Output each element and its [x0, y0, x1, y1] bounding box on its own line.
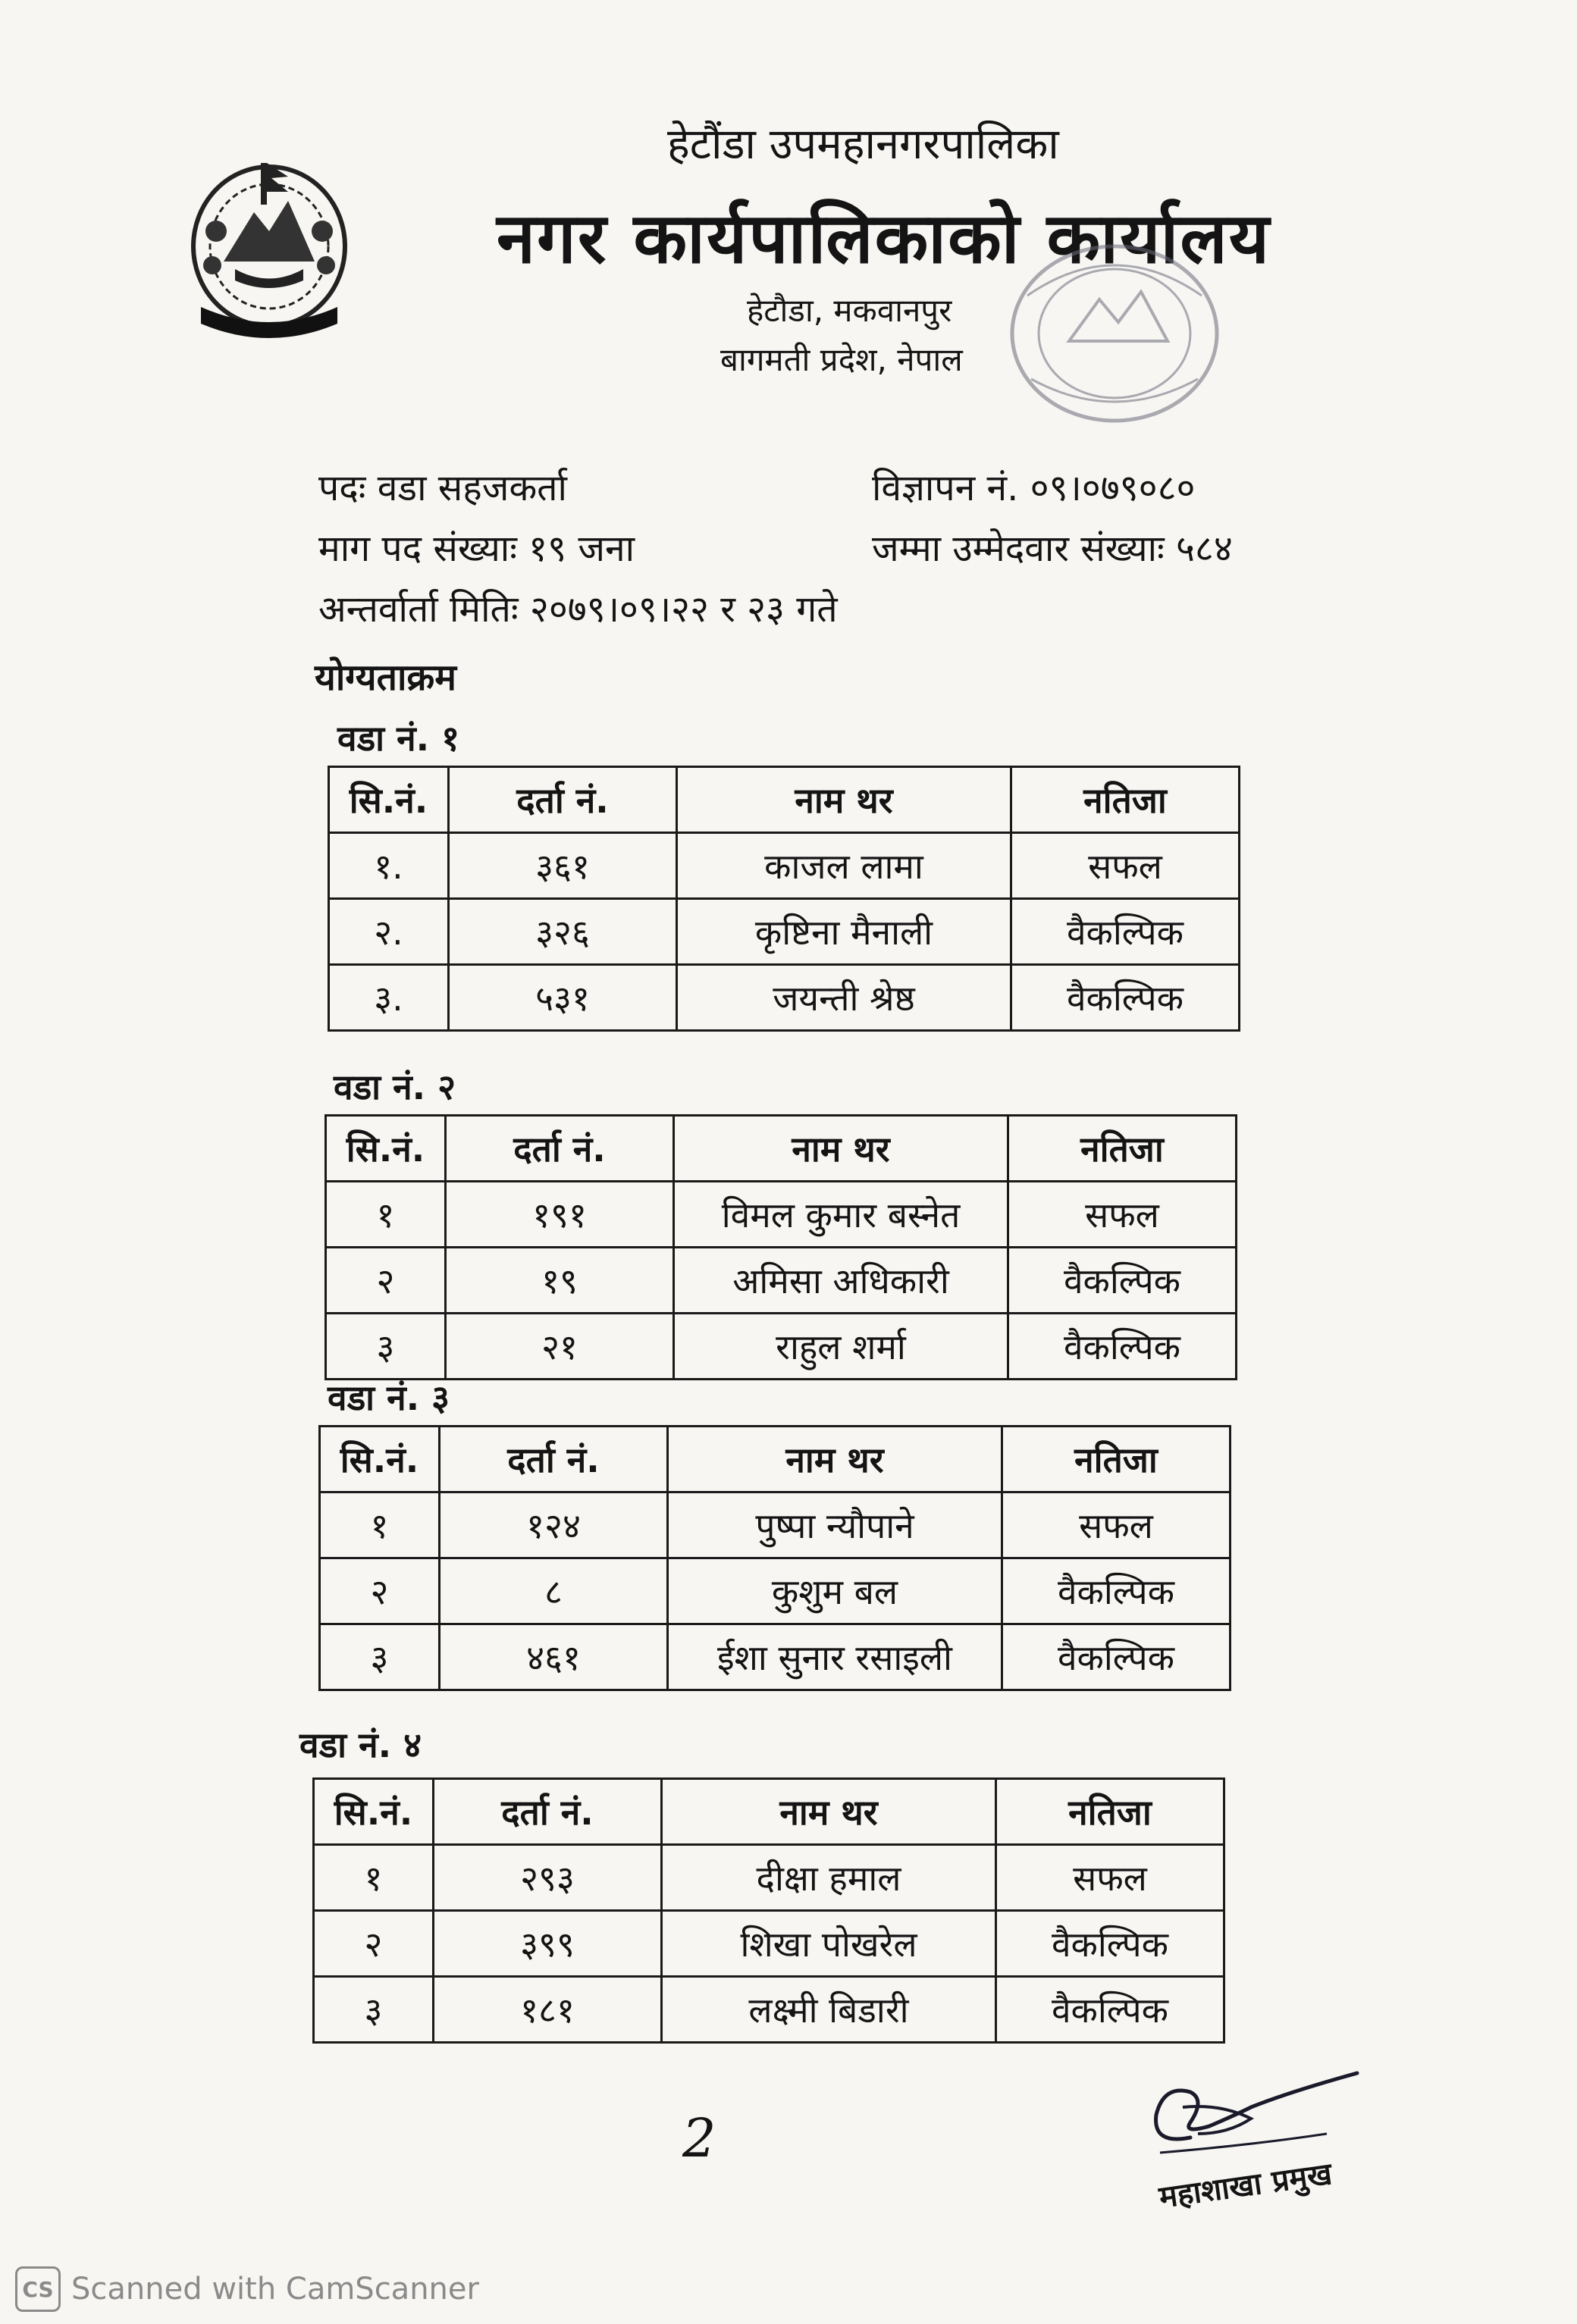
cell-sn: ३ — [314, 1977, 434, 2043]
cell-result: सफल — [1008, 1182, 1237, 1248]
ward-2-table — [324, 1114, 1237, 1380]
cell-name: काजल लामा — [677, 833, 1011, 899]
header-result: नतिजा — [1011, 767, 1240, 833]
cell-reg: ३९९ — [434, 1911, 662, 1977]
municipality-name: हेटौंडा उपमहानगरपालिका — [667, 120, 1059, 169]
cell-name: पुष्पा न्यौपाने — [668, 1492, 1002, 1558]
cell-sn: ३ — [326, 1314, 446, 1380]
header-name: नाम थर — [674, 1116, 1008, 1182]
cell-name: राहुल शर्मा — [674, 1314, 1008, 1380]
cell-reg: ३६१ — [449, 833, 677, 899]
ward-2-label: वडा नं. २ — [334, 1066, 456, 1107]
table-row — [326, 1182, 1237, 1248]
signature-icon — [1137, 2062, 1380, 2160]
cell-result: सफल — [996, 1845, 1224, 1911]
table-row — [320, 1624, 1231, 1690]
cell-result: वैकल्पिक — [996, 1911, 1224, 1977]
cell-reg: ५३१ — [449, 965, 677, 1031]
office-title: नगर कार्यपालिकाको कार्यालय — [497, 198, 1271, 279]
signatory-title: महाशाखा प्रमुख — [1156, 2156, 1334, 2216]
cell-sn: २. — [329, 899, 449, 965]
advertisement-number: विज्ञापन नं. ०९।०७९०८० — [872, 467, 1196, 509]
office-stamp-icon — [986, 227, 1228, 440]
header-name: नाम थर — [662, 1779, 996, 1845]
header-result: नतिजा — [996, 1779, 1224, 1845]
cell-name: ईशा सुनार रसाइली — [668, 1624, 1002, 1690]
ward-4-table — [312, 1777, 1225, 2044]
cell-sn: २ — [326, 1248, 446, 1314]
table-row — [320, 1492, 1231, 1558]
cell-result: वैकल्पिक — [996, 1977, 1224, 2043]
cell-name: शिखा पोखरेल — [662, 1911, 996, 1977]
table-row — [326, 1248, 1237, 1314]
interview-date: अन्तर्वार्ता मितिः २०७९।०९।२२ र २३ गते — [318, 588, 838, 631]
table-row — [329, 833, 1240, 899]
header-result: नतिजा — [1008, 1116, 1237, 1182]
cell-name: विमल कुमार बस्नेत — [674, 1182, 1008, 1248]
address-line-1: हेटौडा, मकवानपुर — [747, 292, 952, 329]
header-reg-no: दर्ता नं. — [449, 767, 677, 833]
cell-sn: २ — [314, 1911, 434, 1977]
table-row — [314, 1977, 1224, 2043]
cell-result: वैकल्पिक — [1002, 1558, 1231, 1624]
header-name: नाम थर — [668, 1427, 1002, 1492]
merit-heading: योग्यताक्रम — [315, 656, 456, 699]
nepal-emblem-icon — [182, 148, 356, 341]
cell-reg: १८१ — [434, 1977, 662, 2043]
cell-reg: १९१ — [446, 1182, 674, 1248]
cell-sn: ३ — [320, 1624, 440, 1690]
cell-name: दीक्षा हमाल — [662, 1845, 996, 1911]
cell-result: वैकल्पिक — [1008, 1248, 1237, 1314]
post-title: पदः वडा सहजकर्ता — [318, 467, 567, 509]
cell-result: सफल — [1011, 833, 1240, 899]
cell-reg: २१ — [446, 1314, 674, 1380]
cell-name: लक्ष्मी बिडारी — [662, 1977, 996, 2043]
cell-result: वैकल्पिक — [1011, 965, 1240, 1031]
cell-sn: १ — [320, 1492, 440, 1558]
cell-result: वैकल्पिक — [1002, 1624, 1231, 1690]
header-reg-no: दर्ता नं. — [434, 1779, 662, 1845]
total-candidates: जम्मा उम्मेदवार संख्याः ५८४ — [872, 528, 1233, 570]
cell-result: वैकल्पिक — [1011, 899, 1240, 965]
table-row — [320, 1558, 1231, 1624]
cell-sn: १. — [329, 833, 449, 899]
cell-result: वैकल्पिक — [1008, 1314, 1237, 1380]
header-sn: सि.नं. — [326, 1116, 446, 1182]
cell-reg: ८ — [440, 1558, 668, 1624]
table-row — [314, 1845, 1224, 1911]
ward-3-label: वडा नं. ३ — [328, 1377, 450, 1418]
header-sn: सि.नं. — [314, 1779, 434, 1845]
ward-3-table — [318, 1425, 1231, 1691]
table-row — [314, 1911, 1224, 1977]
cell-reg: १२४ — [440, 1492, 668, 1558]
demand-count: माग पद संख्याः १९ जना — [318, 528, 635, 570]
header-sn: सि.नं. — [320, 1427, 440, 1492]
scanner-watermark — [15, 2266, 479, 2312]
table-row — [329, 899, 1240, 965]
cell-name: कुशुम बल — [668, 1558, 1002, 1624]
cell-reg: २९३ — [434, 1845, 662, 1911]
cell-sn: २ — [320, 1558, 440, 1624]
header-name: नाम थर — [677, 767, 1011, 833]
camscanner-logo-icon: CS — [15, 2266, 61, 2312]
header-sn: सि.नं. — [329, 767, 449, 833]
header-result: नतिजा — [1002, 1427, 1231, 1492]
header-reg-no: दर्ता नं. — [446, 1116, 674, 1182]
cell-result: सफल — [1002, 1492, 1231, 1558]
cell-sn: १ — [326, 1182, 446, 1248]
table-row — [326, 1314, 1237, 1380]
ward-4-label: वडा नं. ४ — [299, 1724, 422, 1765]
cell-sn: ३. — [329, 965, 449, 1031]
cell-name: अमिसा अधिकारी — [674, 1248, 1008, 1314]
cell-sn: १ — [314, 1845, 434, 1911]
ward-1-label: वडा नं. १ — [337, 718, 460, 759]
scanner-watermark-text: Scanned with CamScanner — [71, 2272, 479, 2307]
cell-name: जयन्ती श्रेष्ठ — [677, 965, 1011, 1031]
page-number: 2 — [682, 2107, 716, 2169]
cell-reg: १९ — [446, 1248, 674, 1314]
cell-name: कृष्टिना मैनाली — [677, 899, 1011, 965]
cell-reg: ३२६ — [449, 899, 677, 965]
address-line-2: बागमती प्रदेश, नेपाल — [720, 341, 963, 378]
header-reg-no: दर्ता नं. — [440, 1427, 668, 1492]
ward-1-table — [328, 766, 1240, 1032]
table-row — [329, 965, 1240, 1031]
cell-reg: ४६१ — [440, 1624, 668, 1690]
